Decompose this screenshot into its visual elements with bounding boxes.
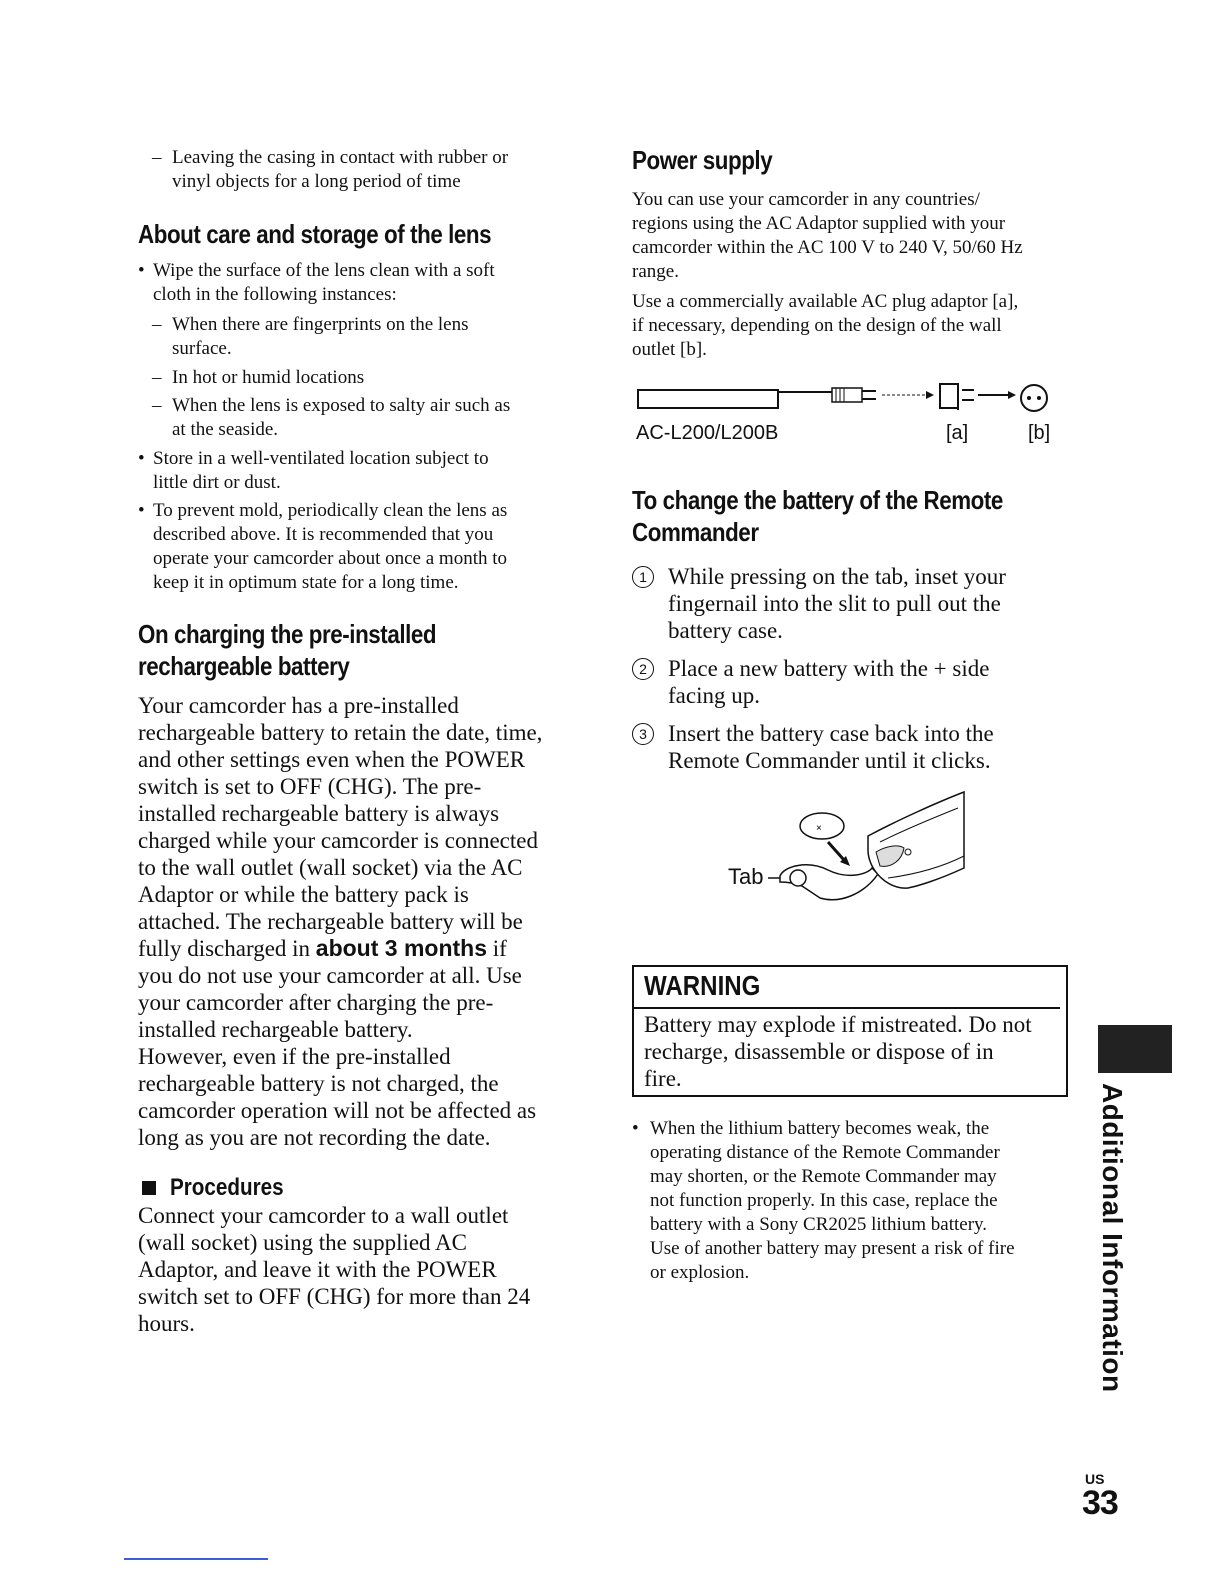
warning-box [632,965,1068,1097]
lens-sub-3: – When the lens is exposed to salty air such as at the seaside. [152,395,511,440]
page-region: US [1085,1471,1105,1487]
step-2: 2 Place a new battery with the + side facing up. [632,655,989,709]
tab-label: Tab [728,864,764,889]
power-diagram [636,378,1056,448]
page-number: 33 [1082,1484,1118,1522]
power-heading: Power supply [632,145,773,175]
plug-adaptor-icon [940,384,974,410]
lens-bullet-2: • Store in a well-ventilated location subject to little dirt or dust. [138,448,489,493]
warning-text: Battery may explode if mistreated. Do not recharge, disassemble or dispose of in fire. [644,1012,1032,1091]
adaptor-label: AC-L200/L200B [636,422,779,444]
lens-heading: About care and storage of the lens [138,219,492,249]
plug-icon [832,388,876,402]
step-number-3: 3 [632,723,654,745]
section-tab-marker [1098,1025,1172,1073]
lens-sub-2: – In hot or humid locations [152,367,365,388]
step-1: 1 While pressing on the tab, inset your fingernail into the slit to pull out the battery case. [632,563,1006,644]
charging-heading: On charging the pre-installed rechargeable battery [138,619,437,681]
label-a: [a] [946,422,969,444]
remote-battery-illustration [728,790,988,920]
bold-duration: about 3 months [315,935,488,961]
svg-text:×: × [816,823,822,834]
warning-divider [634,1007,1060,1009]
step-3: 3 Insert the battery case back into the Remote Commander until it clicks. [632,720,994,774]
lens-bullet-1: • Wipe the surface of the lens clean with a soft cloth in the following instances: [138,260,495,305]
power-paragraph-1: You can use your camcorder in any countries/ regions using the AC Adaptor supplied with your camcorder within the AC 100 V to 240 V, 50/60 Hz range. [632,189,1023,282]
wall-outlet-icon [1021,385,1047,411]
remote-commander-icon [768,790,988,920]
procedures-heading: Procedures [142,1174,302,1202]
step-number-2: 2 [632,658,654,680]
procedures-paragraph: Connect your camcorder to a wall outlet (wall socket) using the supplied AC Adaptor, and leave it with the POWER switch set to OFF (CHG) for more than 24 hours. [138,1203,531,1336]
square-bullet-icon [142,1181,156,1195]
warning-title: WARNING [644,970,761,1001]
lithium-note: • When the lithium battery becomes weak, the operating distance of the Remote Commander may shorten, or the Remote Commander may not function properly. In this case, replace the battery with a Sony CR2025 lithium battery. Use of another battery may present a risk of fire or explosion. [632,1118,1015,1283]
intro-dash-item: – Leaving the casing in contact with rubber or vinyl objects for a long period of time [152,147,509,192]
lens-bullet-3: • To prevent mold, periodically clean the lens as described above. It is recommended that you operate your camcorder about once a month to keep it in optimum state for a long time. [138,500,508,593]
power-connection-illustration [636,378,1056,420]
step-number-1: 1 [632,566,654,588]
power-paragraph-2: Use a commercially available AC plug adaptor [a], if necessary, depending on the design of the wall outlet [b]. [632,291,1019,360]
charging-paragraph: Your camcorder has a pre-installed rechargeable battery to retain the date, time, and other settings even when the POWER switch is set to OFF (CHG). The pre- installed rechargeable battery is always charged while your camcorder is connected to the wall outlet (wall socket) via the AC Adaptor or while the battery pack is attached. The rechargeable battery will be fully discharged in about 3 months if you do not use your camcorder at all. Use your camcorder after charging the pre- installed rechargeable battery. However, even if the pre-installed rechargeable battery is not charged, the camcorder operation will not be affected as long as you are not recording the date. [138,693,543,1150]
label-b: [b] [1028,422,1051,444]
lens-sub-1: – When there are fingerprints on the lens surface. [152,314,469,359]
footer-line [124,1558,268,1560]
remote-heading: To change the battery of the Remote Commander [632,485,1003,547]
section-side-label: Additional Information [1097,1083,1128,1393]
